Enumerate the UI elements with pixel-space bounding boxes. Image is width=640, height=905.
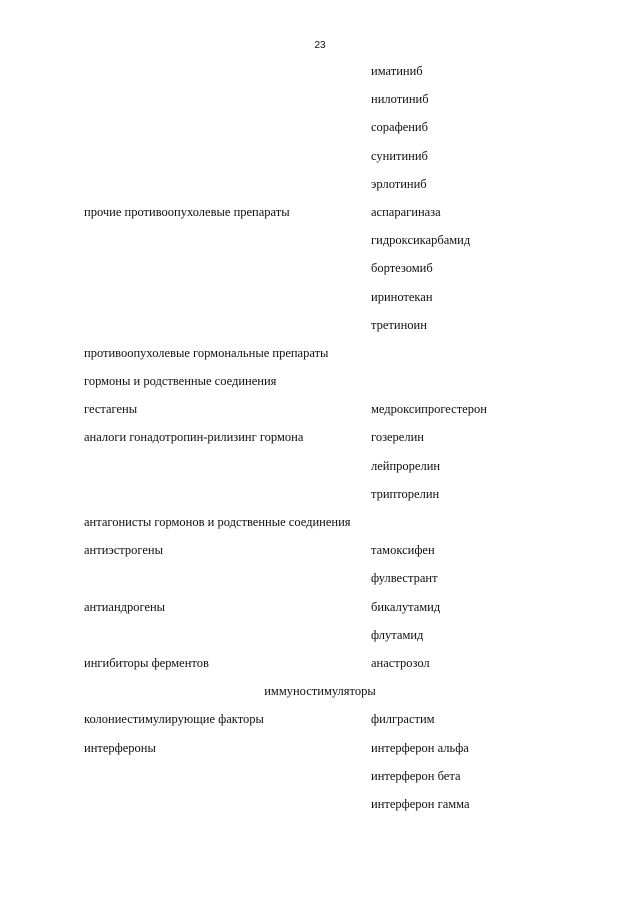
drug-name: трипторелин [371,486,440,501]
drug-name: нилотиниб [371,92,429,107]
list-row [0,762,640,790]
list-row [0,311,640,339]
drug-name: филграстим [371,712,435,727]
drug-name: сорафениб [371,120,428,135]
page-number: 23 [314,40,326,51]
drug-group-label: гормоны и родственные соединения [84,374,277,389]
drug-group-label: противоопухолевые гормональные препараты [84,345,329,360]
drug-name: медроксипрогестерон [371,402,487,417]
drug-name: гозерелин [371,430,424,445]
drug-name: аспарагиназа [371,204,441,219]
drug-group-label: антиандрогены [84,599,166,614]
list-row [0,593,640,621]
list-row [0,254,640,282]
drug-name: интерферон гамма [371,796,470,811]
drug-group-label: прочие противоопухолевые препараты [84,204,290,219]
list-row [0,339,640,367]
drug-group-label: аналоги гонадотропин-рилизинг гормона [84,430,304,445]
list-row [0,705,640,733]
drug-name: сунитиниб [371,148,428,163]
drug-classification-list [0,57,640,818]
drug-name: третиноин [371,317,427,332]
drug-name: гидроксикарбамид [371,233,471,248]
list-row [0,649,640,677]
drug-name: интерферон альфа [371,740,469,755]
list-row [0,142,640,170]
list-row [0,677,640,705]
drug-name: лейпрорелин [371,458,441,473]
list-row [0,170,640,198]
list-row [0,621,640,649]
drug-group-label: колониестимулирующие факторы [84,712,264,727]
drug-name: эрлотиниб [371,176,427,191]
section-heading: иммуностимуляторы [264,684,376,699]
drug-name: иринотекан [371,289,433,304]
list-row [0,395,640,423]
list-row [0,564,640,592]
drug-name: флутамид [371,627,424,642]
drug-name: интерферон бета [371,768,461,783]
list-row [0,790,640,818]
list-row [0,85,640,113]
list-row [0,57,640,85]
drug-group-label: ингибиторы ферментов [84,655,209,670]
list-row [0,226,640,254]
list-row [0,536,640,564]
list-row [0,508,640,536]
list-row [0,480,640,508]
list-row [0,734,640,762]
list-row [0,283,640,311]
drug-name: бикалутамид [371,599,441,614]
drug-name: тамоксифен [371,543,435,558]
drug-name: анастрозол [371,655,430,670]
drug-name: фулвестрант [371,571,438,586]
drug-group-label: интерфероны [84,740,156,755]
drug-name: иматиниб [371,64,423,78]
drug-name: бортезомиб [371,261,433,276]
list-row [0,423,640,451]
list-row [0,367,640,395]
list-row [0,452,640,480]
list-row [0,113,640,141]
list-row [0,198,640,226]
drug-group-label: антагонисты гормонов и родственные соединения [84,515,351,529]
drug-group-label: гестагены [84,402,138,417]
drug-group-label: антиэстрогены [84,543,164,558]
